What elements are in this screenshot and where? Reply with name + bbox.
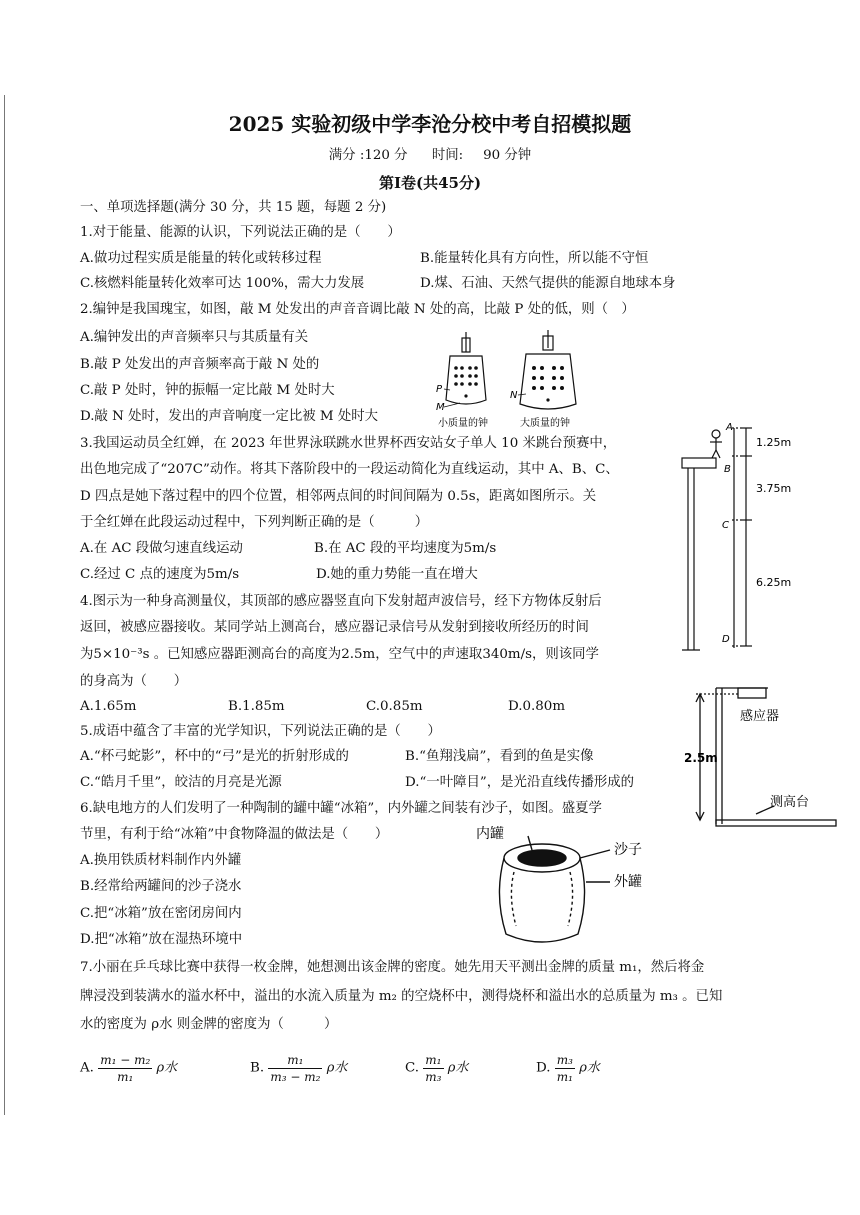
distance-ab: 1.25m bbox=[756, 436, 792, 449]
q7-line-1: 7.小丽在乒乓球比赛中获得一枚金牌，她想测出该金牌的密度。她先用天平测出金牌的质量 m₁，然后将金 bbox=[80, 960, 705, 975]
q3-line-1: 3.我国运动员全红婵，在 2023 年世界泳联跳水世界杯西安站女子单人 10 米跳台预赛中， bbox=[80, 436, 617, 451]
inner-pot-label: 内罐 bbox=[476, 826, 504, 842]
q7-b-rho: ρ水 bbox=[326, 1060, 348, 1076]
q7-option-a bbox=[80, 1052, 177, 1085]
q7-option-d bbox=[536, 1052, 600, 1085]
time-value: 90 分钟 bbox=[483, 148, 532, 163]
q3-option-a: A.在 AC 段做匀速直线运动 bbox=[80, 541, 243, 556]
q7-a-fraction bbox=[98, 1052, 152, 1085]
q3-line-2: 出色地完成了“207C”动作。将其下落阶段中的一段运动简化为直线运动，其中 A、B、C、 bbox=[80, 462, 619, 477]
q5-option-a: A.“杯弓蛇影”，杯中的“弓”是光的折射形成的 bbox=[80, 749, 349, 764]
q4-line-3: 为5×10⁻³s 。已知感应器距测高台的高度为2.5m，空气中的声速取340m/s，则该同学 bbox=[80, 647, 599, 662]
q7-d-rho: ρ水 bbox=[579, 1060, 600, 1076]
q7-option-b bbox=[250, 1052, 347, 1085]
q7-a-prefix: A. bbox=[80, 1060, 94, 1076]
q7-c-rho: ρ水 bbox=[447, 1060, 469, 1076]
label-p: P bbox=[436, 384, 443, 395]
q5-option-b: B.“鱼翔浅扁”，看到的鱼是实像 bbox=[405, 749, 594, 764]
exam-meta bbox=[0, 144, 860, 163]
q7-b-numerator: m₁ bbox=[268, 1052, 322, 1069]
time-label: 时间: bbox=[431, 148, 464, 163]
q6-option-d: D.把“冰箱”放在湿热环境中 bbox=[80, 932, 243, 947]
q4-option-d: D.0.80m bbox=[508, 699, 566, 714]
diving-platform bbox=[682, 458, 716, 468]
q4-line-4: 的身高为（ ） bbox=[80, 674, 188, 689]
q7-c-prefix: C. bbox=[405, 1060, 420, 1076]
q2-option-b: B.敲 P 处发出的声音频率高于敲 N 处的 bbox=[80, 357, 320, 372]
large-bell-icon bbox=[520, 330, 576, 409]
pot-fridge-figure bbox=[470, 826, 660, 948]
q4-line-1: 4.图示为一种身高测量仪，其顶部的感应器竖直向下发射超声波信号，经下方物体反射后 bbox=[80, 594, 602, 609]
label-m: M bbox=[436, 402, 445, 413]
point-a: A bbox=[726, 422, 733, 433]
q7-b-fraction bbox=[268, 1052, 322, 1085]
q2-option-a: A.编钟发出的声音频率只与其质量有关 bbox=[80, 330, 309, 345]
q7-c-fraction bbox=[423, 1052, 443, 1085]
q7-a-denominator: m₁ bbox=[117, 1070, 134, 1084]
sand-label: 沙子 bbox=[614, 842, 642, 858]
q7-d-denominator: m₁ bbox=[556, 1070, 573, 1084]
q7-c-numerator: m₁ bbox=[425, 1053, 442, 1067]
section-heading: 一、单项选择题(满分 30 分，共 15 题，每题 2 分) bbox=[80, 200, 387, 215]
q7-d-numerator: m₃ bbox=[556, 1053, 573, 1067]
q1-option-b: B.能量转化具有方向性，所以能不守恒 bbox=[420, 251, 649, 266]
sensor-label: 感应器 bbox=[740, 709, 780, 724]
platform-base bbox=[716, 820, 836, 826]
point-b: B bbox=[724, 464, 731, 475]
page-title: 2025 实验初级中学李沧分校中考自招模拟题 bbox=[228, 112, 632, 136]
q7-line-2: 牌浸没到装满水的溢水杯中，溢出的水流入质量为 m₂ 的空烧杯中，测得烧杯和溢出水的总质量为 m₃ 。已知 bbox=[80, 989, 723, 1004]
q5-stem: 5.成语中蕴含了丰富的光学知识，下列说法正确的是（ ） bbox=[80, 724, 441, 739]
q6-line-2: 节里，有利于给“冰箱”中食物降温的做法是（ ） bbox=[80, 827, 389, 842]
label-n: N bbox=[510, 390, 518, 401]
q1-stem: 1.对于能量、能源的认识，下列说法正确的是（ ） bbox=[80, 225, 401, 240]
q7-b-prefix: B. bbox=[250, 1060, 265, 1076]
q7-d-fraction bbox=[555, 1052, 575, 1085]
q7-c-denominator: m₃ bbox=[425, 1070, 442, 1084]
q3-line-4: 于全红婵在此段运动过程中，下列判断正确的是（ ） bbox=[80, 515, 429, 530]
q6-line-1: 6.缺电地方的人们发明了一种陶制的罐中罐“冰箱”，内外罐之间装有沙子，如图。盛夏学 bbox=[80, 801, 602, 816]
q7-a-numerator: m₁ − m₂ bbox=[100, 1053, 151, 1067]
distance-bc: 3.75m bbox=[756, 482, 792, 495]
q5-option-c: C.“皓月千里”，皎洁的月亮是光源 bbox=[80, 775, 282, 790]
q7-b-denominator: m₃ − m₂ bbox=[270, 1070, 321, 1084]
q7-d-prefix: D. bbox=[536, 1060, 551, 1076]
large-bell-caption: 大质量的钟 bbox=[520, 418, 570, 429]
gauge-height-label: 2.5m bbox=[684, 751, 718, 765]
q4-option-a: A.1.65m bbox=[80, 699, 137, 714]
q4-option-c: C.0.85m bbox=[366, 699, 423, 714]
bells-figure bbox=[420, 328, 620, 432]
small-bell-icon bbox=[446, 332, 486, 404]
page-edge-line bbox=[4, 95, 5, 1115]
q3-option-c: C.经过 C 点的速度为5m/s bbox=[80, 567, 240, 582]
q1-option-a: A.做功过程实质是能量的转化或转移过程 bbox=[80, 251, 322, 266]
q3-option-d: D.她的重力势能一直在增大 bbox=[316, 567, 478, 582]
distance-cd: 6.25m bbox=[756, 576, 792, 589]
score-info: 满分 :120 分 bbox=[328, 148, 408, 163]
q4-option-b: B.1.85m bbox=[228, 699, 285, 714]
q4-line-2: 返回，被感应器接收。某同学站上测高台，感应器记录信号从发射到接收所经历的时间 bbox=[80, 620, 589, 635]
q6-option-c: C.把“冰箱”放在密闭房间内 bbox=[80, 906, 242, 921]
q1-option-d: D.煤、石油、天然气提供的能源自地球本身 bbox=[420, 276, 676, 291]
point-c: C bbox=[722, 520, 729, 531]
q3-option-b: B.在 AC 段的平均速度为5m/s bbox=[314, 541, 497, 556]
diving-figure bbox=[676, 420, 836, 660]
q2-stem: 2.编钟是我国瑰宝，如图，敲 M 处发出的声音音调比敲 N 处的高，比敲 P 处的低，则（ ） bbox=[80, 302, 635, 317]
pot-icon bbox=[499, 836, 610, 942]
q7-a-rho: ρ水 bbox=[156, 1060, 178, 1076]
sensor-box bbox=[738, 688, 766, 698]
height-gauge-figure bbox=[678, 680, 848, 835]
q3-line-3: D 四点是她下落过程中的四个位置，相邻两点间的时间间隔为 0.5s，距离如图所示。关 bbox=[80, 489, 597, 504]
small-bell-caption: 小质量的钟 bbox=[438, 418, 488, 429]
q6-option-a: A.换用铁质材料制作内外罐 bbox=[80, 853, 242, 868]
q2-option-d: D.敲 N 处时，发出的声音响度一定比被 M 处时大 bbox=[80, 409, 378, 424]
diver-icon bbox=[710, 430, 722, 458]
q6-option-b: B.经常给两罐间的沙子浇水 bbox=[80, 879, 242, 894]
q5-option-d: D.“一叶障目”，是光沿直线传播形成的 bbox=[405, 775, 635, 790]
platform-label: 测高台 bbox=[770, 795, 810, 810]
outer-pot-label: 外罐 bbox=[614, 874, 642, 890]
point-d: D bbox=[722, 634, 730, 645]
q7-line-3: 水的密度为 ρ水 则金牌的密度为（ ） bbox=[80, 1017, 338, 1032]
q1-option-c: C.核燃料能量转化效率可达 100%，需大力发展 bbox=[80, 276, 365, 291]
q2-option-c: C.敲 P 处时，钟的振幅一定比敲 M 处时大 bbox=[80, 383, 335, 398]
volume-heading: 第I卷(共45分) bbox=[378, 174, 482, 192]
q7-option-c bbox=[405, 1052, 468, 1085]
